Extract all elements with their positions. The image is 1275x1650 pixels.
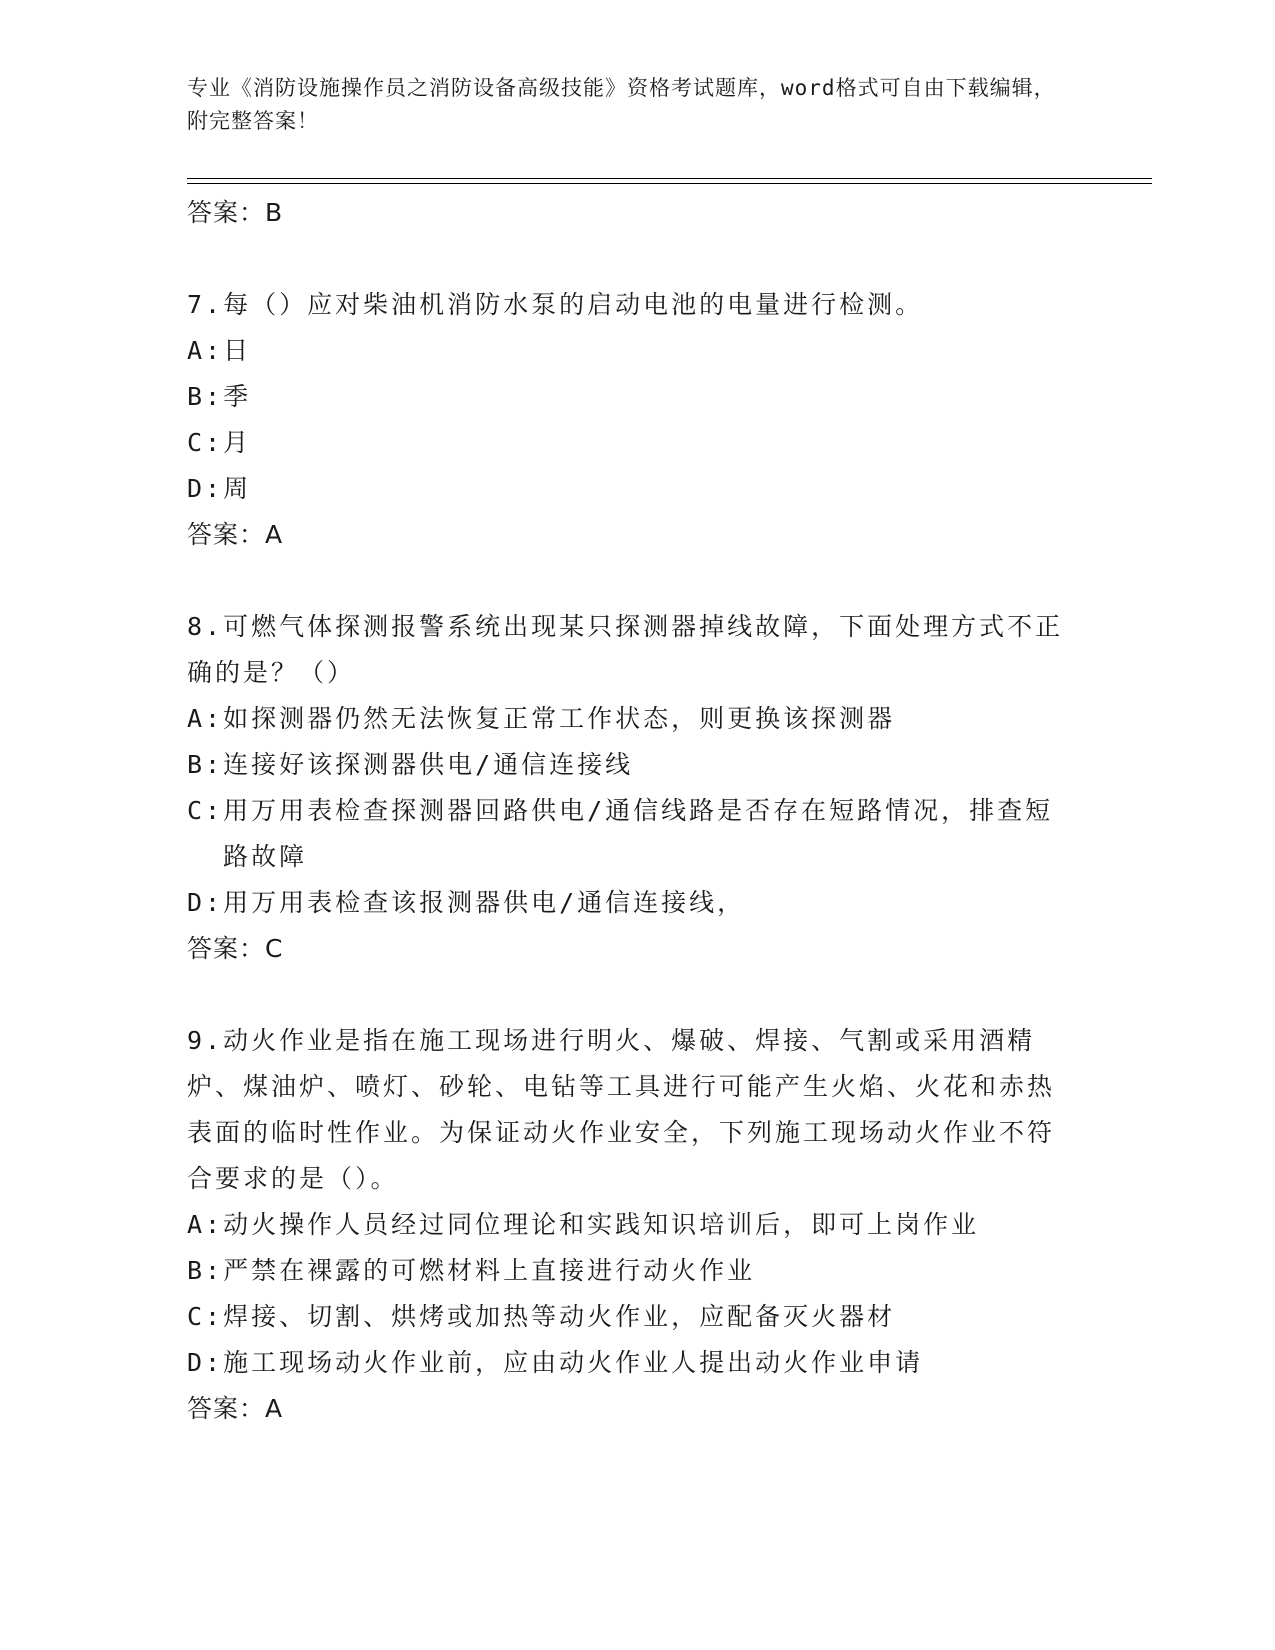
option-d: [187, 1340, 1067, 1386]
option-text: 用万用表检查该报测器供电/通信连接线，: [223, 888, 746, 917]
option-text: 连接好该探测器供电/通信连接线: [223, 750, 634, 779]
option-text: 动火操作人员经过同位理论和实践知识培训后，即可上岗作业: [223, 1210, 980, 1239]
header-divider-top: [187, 178, 1152, 179]
option-b: [187, 374, 1067, 420]
option-a: [187, 696, 1067, 742]
option-letter: C:: [187, 796, 224, 825]
answer-line: 答案：C: [187, 934, 284, 963]
option-c: [187, 1294, 1067, 1340]
option-letter: A:: [187, 1210, 224, 1239]
option-letter: B:: [187, 382, 224, 411]
question-block: [187, 604, 1067, 972]
option-text: 严禁在裸露的可燃材料上直接进行动火作业: [223, 1256, 756, 1285]
option-text: 焊接、切割、烘烤或加热等动火作业，应配备灭火器材: [223, 1302, 896, 1331]
option-text: 用万用表检查探测器回路供电/通信线路是否存在短路情况，排查短路故障: [223, 796, 1054, 871]
option-letter: A:: [187, 704, 224, 733]
question-block: [187, 1018, 1067, 1432]
question-text: 7.每（）应对柴油机消防水泵的启动电池的电量进行检测。: [187, 290, 924, 319]
question-text: 9.动火作业是指在施工现场进行明火、爆破、焊接、气割或采用酒精炉、煤油炉、喷灯、砂轮、电钻等工具进行可能产生火焰、火花和赤热表面的临时性作业。为保证动火作业安全，下列施工现场动火作业不符合要求的是（）。: [187, 1026, 1056, 1193]
option-text: 月: [223, 428, 252, 457]
question-list: [187, 190, 1067, 1432]
option-b: [187, 1248, 1067, 1294]
option-letter: D:: [187, 1348, 224, 1377]
option-letter: B:: [187, 750, 224, 779]
option-d: [187, 880, 1067, 926]
option-text: 季: [223, 382, 252, 411]
header-divider-bottom: [187, 183, 1152, 184]
option-letter: C:: [187, 1302, 224, 1331]
option-text: 周: [223, 474, 252, 503]
option-text: 如探测器仍然无法恢复正常工作状态，则更换该探测器: [223, 704, 896, 733]
option-b: [187, 742, 1067, 788]
question-text: 8.可燃气体探测报警系统出现某只探测器掉线故障，下面处理方式不正确的是？（）: [187, 612, 1064, 687]
option-c: [187, 788, 1067, 880]
option-text: 施工现场动火作业前，应由动火作业人提出动火作业申请: [223, 1348, 924, 1377]
question-block: [187, 282, 1067, 558]
option-text: 日: [223, 336, 252, 365]
option-c: [187, 420, 1067, 466]
option-letter: C:: [187, 428, 224, 457]
option-a: [187, 1202, 1067, 1248]
previous-answer: 答案：B: [187, 198, 284, 227]
option-letter: B:: [187, 1256, 224, 1285]
option-d: [187, 466, 1067, 512]
option-letter: A:: [187, 336, 224, 365]
option-a: [187, 328, 1067, 374]
option-letter: D:: [187, 474, 224, 503]
option-letter: D:: [187, 888, 224, 917]
answer-line: 答案：A: [187, 520, 284, 549]
document-header: 专业《消防设施操作员之消防设备高级技能》资格考试题库，word格式可自由下载编辑，附完整答案！: [187, 76, 1056, 133]
answer-line: 答案：A: [187, 1394, 284, 1423]
